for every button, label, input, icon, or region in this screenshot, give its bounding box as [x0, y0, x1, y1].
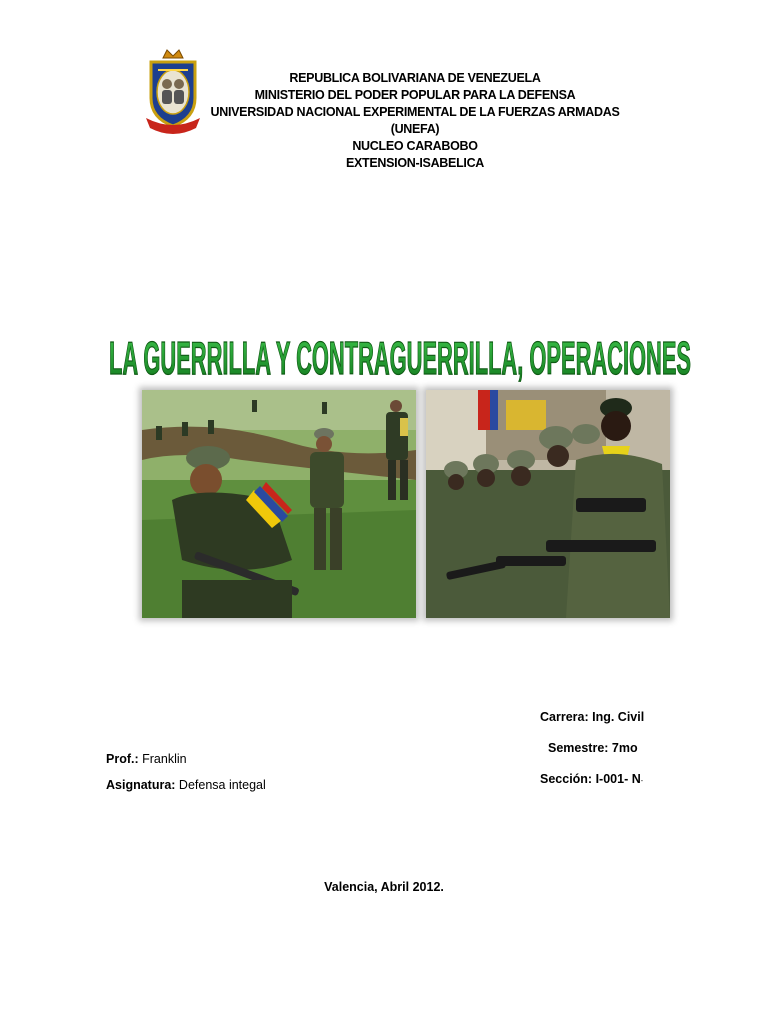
- semester-line: Semestre: 7mo: [548, 741, 638, 755]
- title-text: LA GUERRILLA Y CONTRAGUERRILLA, OPERACIONES: [109, 332, 691, 384]
- subject-value: Defensa integal: [175, 778, 266, 792]
- document-title: [40, 312, 760, 392]
- header-line: MINISTERIO DEL PODER POPULAR PARA LA DEFENSA: [254, 88, 576, 102]
- professor-value: Franklin: [138, 752, 187, 766]
- header-line: EXTENSION-ISABELICA: [345, 156, 485, 170]
- career-line: Carrera: Ing. Civil: [540, 710, 645, 724]
- guerrilla-soldiers-photo: [142, 390, 416, 618]
- header-line: (UNEFA): [390, 122, 440, 136]
- header-line: REPUBLICA BOLIVARIANA DE VENEZUELA: [289, 71, 541, 85]
- army-soldiers-photo: [426, 390, 670, 618]
- professor-line: [106, 752, 187, 766]
- subject-label: Asignatura:: [106, 778, 176, 792]
- header-line: NUCLEO CARABOBO: [352, 139, 478, 153]
- subject-line: [106, 778, 266, 792]
- section-line: [540, 772, 643, 786]
- section-value: Sección: I-001- N: [540, 772, 641, 786]
- section-suffix: -: [640, 778, 644, 785]
- professor-label: Prof.:: [106, 752, 139, 766]
- place-date: Valencia, Abril 2012.: [324, 880, 444, 894]
- header-line: UNIVERSIDAD NACIONAL EXPERIMENTAL DE LA FUERZAS ARMADAS: [210, 105, 620, 119]
- institution-header: [180, 70, 650, 172]
